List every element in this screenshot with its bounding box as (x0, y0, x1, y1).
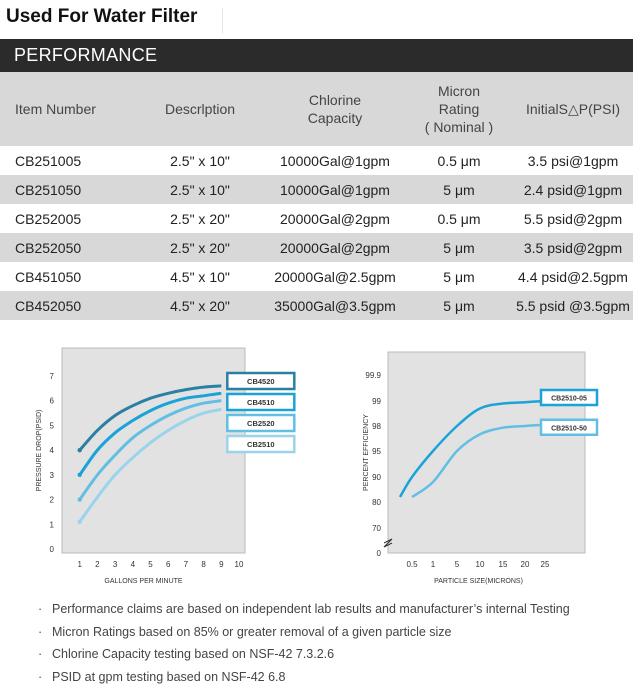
y-tick-label: 98 (372, 422, 381, 431)
y-tick-label: 4 (49, 446, 54, 456)
table-header-cell (265, 72, 405, 146)
note-item: · Chlorine Capacity testing based on NSF-42 7.3.2.6 (38, 646, 570, 669)
table-cell: CB452050 (0, 291, 135, 320)
section-header-bar (0, 39, 633, 72)
x-tick-label: 0.5 (406, 560, 418, 569)
y-tick-label: 95 (372, 447, 381, 456)
table-cell: 5 μm (443, 268, 475, 285)
y-tick-label: 1 (49, 520, 54, 530)
table-header-text: ( Nominal ) (424, 119, 494, 135)
table-cell: CB451050 (15, 268, 82, 285)
table-cell: 5.5 psid@2gpm (523, 210, 623, 227)
y-tick-label: 6 (49, 396, 54, 406)
note-item: · PSID at gpm testing based on NSF-42 6.8 (38, 669, 570, 692)
series-start-point (78, 448, 82, 452)
table-cell: 3.5 psid@2gpm (513, 233, 633, 262)
table-header-text: Descrlption (164, 101, 236, 117)
x-tick-label: 7 (183, 560, 189, 569)
series-start-point (78, 473, 82, 477)
y-tick-label: 0 (49, 545, 54, 554)
legend-label: CB2510 (247, 440, 275, 449)
y-tick-label: 80 (372, 498, 381, 507)
legend-label: CB4510 (247, 398, 275, 407)
x-tick-label: 5 (454, 560, 460, 569)
table-cell: CB252050 (0, 233, 135, 262)
table-cell: 35000Gal@3.5gpm (265, 291, 405, 320)
series-start-point (78, 497, 82, 501)
x-tick-label: 9 (219, 560, 224, 569)
y-axis-label: PRESSURE DROP(PSID) (36, 409, 43, 492)
y-axis-label: PERCENT EFFICIENCY (363, 414, 370, 491)
table-cell: 2.5" x 10" (135, 175, 265, 204)
plot-area (388, 352, 585, 553)
table-header-cell (135, 72, 265, 146)
note-item: · Micron Ratings based on 85% or greater removal of a given particle size (38, 624, 570, 647)
x-tick-label: 2 (95, 560, 100, 569)
table-cell: 5 μm (405, 291, 513, 320)
x-tick-label: 3 (112, 560, 118, 569)
y-tick-label: 99.9 (365, 371, 381, 380)
legend-label: CB2510-50 (551, 425, 587, 433)
pressure-drop-chart (0, 340, 316, 595)
table-cell: 20000Gal@2.5gpm (274, 268, 396, 285)
table-cell: CB252005 (15, 210, 82, 227)
table-header-row (0, 72, 633, 146)
x-tick-label: 1 (430, 560, 436, 569)
y-tick-label: 3 (49, 470, 54, 480)
y-tick-label: 99 (372, 397, 381, 406)
x-tick-label: 1 (77, 560, 82, 569)
x-tick-label: 10 (234, 560, 244, 569)
x-tick-label: 5 (148, 560, 153, 569)
table-row (0, 175, 633, 204)
table-cell: 5 μm (405, 175, 513, 204)
table-header-text: InitialS△P(PSI) (525, 101, 620, 117)
plot-area (62, 348, 245, 553)
legend-label: CB4520 (247, 377, 275, 386)
section-header: PERFORMANCE (14, 45, 158, 65)
series-start-point (78, 520, 82, 524)
table-header-cell (0, 72, 135, 146)
table-cell: 20000Gal@2gpm (280, 210, 390, 227)
table-cell: 10000Gal@1gpm (280, 152, 390, 169)
table-cell: 10000Gal@1gpm (265, 175, 405, 204)
y-tick-label: 0 (376, 549, 381, 558)
x-axis-label: GALLONS PER MINUTE (104, 578, 183, 585)
y-tick-label: 2 (49, 495, 54, 505)
x-tick-label: 6 (165, 560, 171, 569)
table-cell: 2.5" x 20" (135, 233, 265, 262)
table-row (0, 146, 633, 175)
y-tick-label: 7 (49, 372, 54, 381)
table-cell: 2.4 psid@1gpm (513, 175, 633, 204)
notes-list (38, 601, 570, 691)
efficiency-chart (330, 340, 633, 595)
x-tick-label: 4 (130, 560, 136, 569)
table-cell: 4.5" x 10" (170, 268, 230, 285)
divider (222, 8, 223, 34)
table-cell: 0.5 μm (437, 152, 481, 169)
y-tick-label: 70 (372, 524, 381, 533)
legend-label: CB2510-05 (551, 395, 587, 403)
x-axis-label: PARTICLE SIZE(MICRONS) (434, 578, 523, 585)
table-cell: 3.5 psi@1gpm (527, 152, 619, 169)
table-row (0, 204, 633, 233)
table-header-text: Item Number (15, 101, 96, 117)
x-tick-label: 8 (201, 560, 206, 569)
x-tick-label: 10 (475, 560, 485, 569)
table-header-text: Micron (437, 83, 480, 99)
table-cell: CB251050 (0, 175, 135, 204)
table-row (0, 291, 633, 320)
table-cell: CB251005 (15, 152, 82, 169)
y-tick-label: 90 (372, 473, 381, 482)
table-header-text: Chlorine (308, 92, 362, 108)
x-tick-label: 20 (520, 560, 530, 569)
table-cell: 0.5 μm (437, 210, 481, 227)
table-header-cell (405, 72, 513, 146)
table-header-text: Capacity (307, 110, 363, 126)
x-tick-label: 15 (498, 560, 508, 569)
table-cell: 4.5" x 20" (135, 291, 265, 320)
table-cell: 4.4 psid@2.5gpm (518, 268, 628, 285)
table-row (0, 262, 633, 291)
table-header-text: Rating (438, 101, 480, 117)
table-cell: 2.5" x 20" (170, 210, 230, 227)
table-body (0, 146, 633, 320)
y-tick-label: 5 (49, 421, 54, 431)
table-cell: 5 μm (405, 233, 513, 262)
x-tick-label: 25 (540, 560, 550, 569)
table-cell: 20000Gal@2gpm (265, 233, 405, 262)
spec-table (0, 72, 633, 320)
page-title: Used For Water Filter (6, 6, 198, 27)
table-cell: 5.5 psid @3.5gpm (513, 291, 633, 320)
table-cell: 2.5" x 10" (170, 152, 230, 169)
table-header-cell (513, 72, 633, 146)
note-item: · Performance claims are based on independent lab results and manufacturer’s internal Testing (38, 601, 570, 624)
table-row (0, 233, 633, 262)
legend-label: CB2520 (247, 419, 275, 428)
